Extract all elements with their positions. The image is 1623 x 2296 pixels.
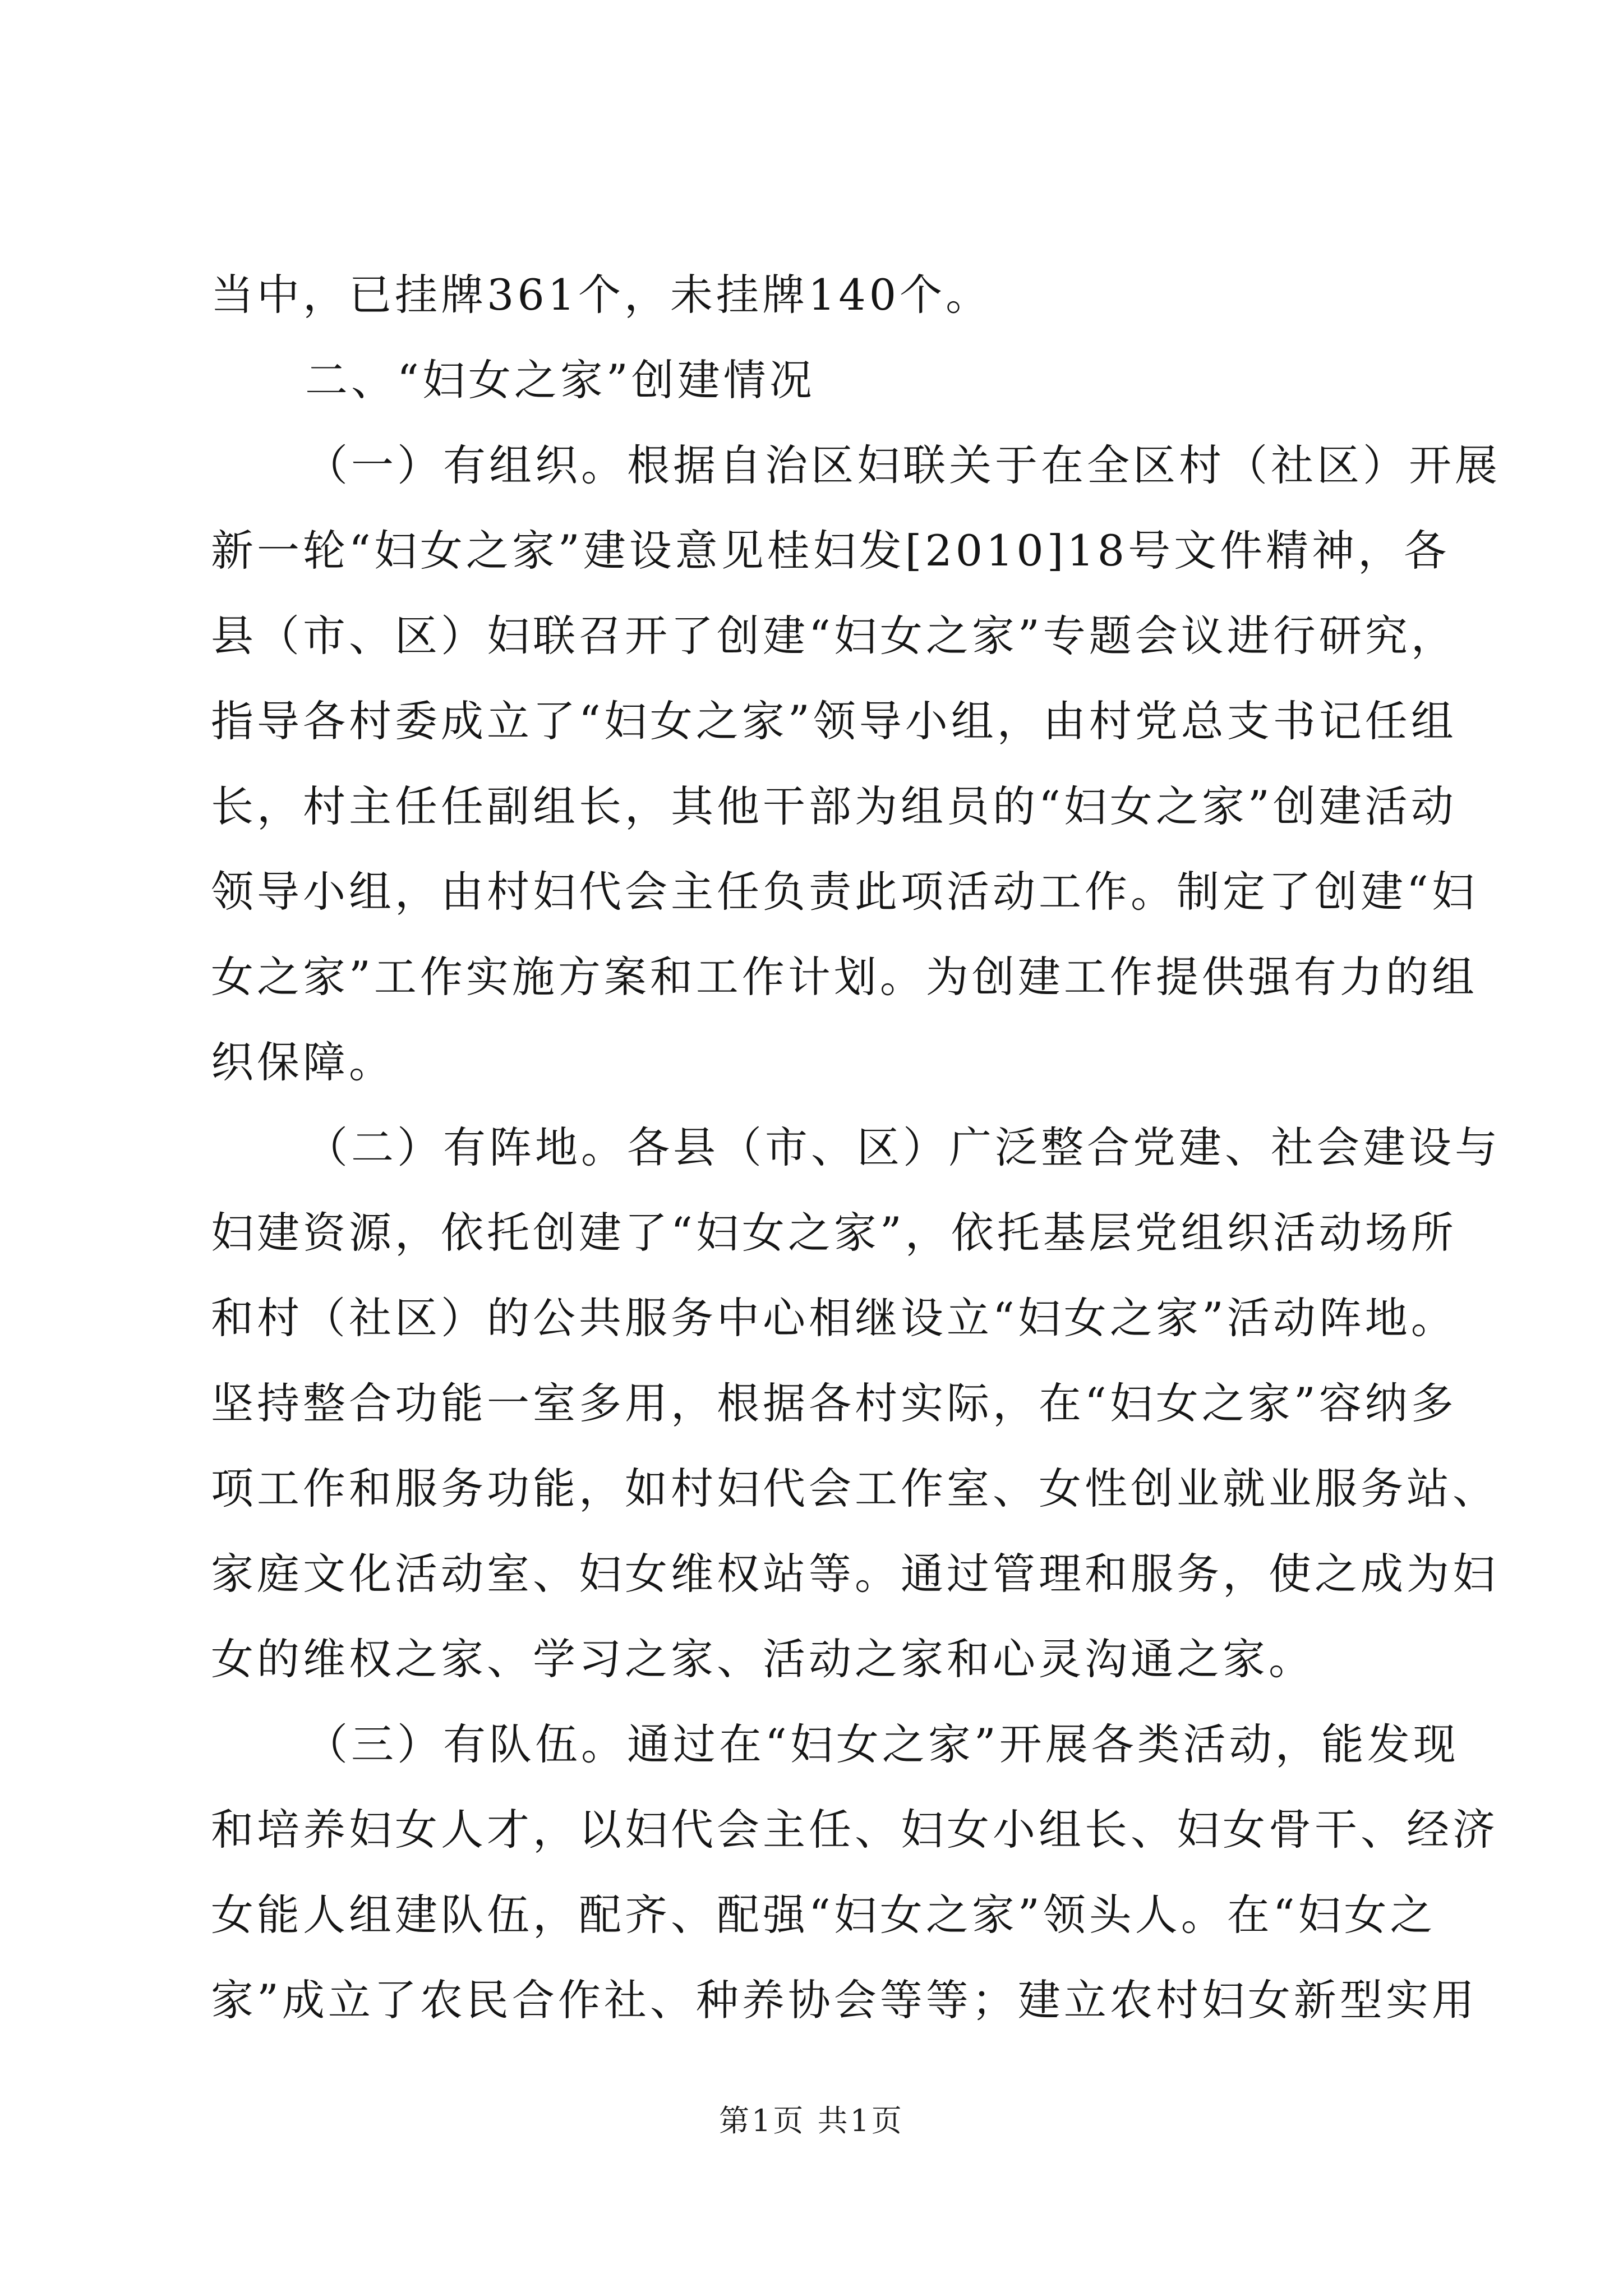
paragraph-line: 和村（社区）的公共服务中心相继设立“妇女之家”活动阵地。 bbox=[211, 1293, 1457, 1343]
paragraph-line: 女能人组建队伍，配齐、配强“妇女之家”领头人。在“妇女之 bbox=[211, 1890, 1436, 1940]
paragraph-line: 县（市、区）妇联召开了创建“妇女之家”专题会议进行研究， bbox=[211, 611, 1457, 661]
paragraph-organization bbox=[211, 423, 1501, 1105]
paragraph-line: （三）有队伍。通过在“妇女之家”开展各类活动，能发现 bbox=[305, 1719, 1459, 1769]
paragraph-line: 指导各村委成立了“妇女之家”领导小组，由村党总支书记任组 bbox=[211, 696, 1457, 746]
paragraph-line: （一）有组织。根据自治区妇联关于在全区村（社区）开展 bbox=[305, 440, 1501, 490]
paragraph-line: 妇建资源，依托创建了“妇女之家”，依托基层党组织活动场所 bbox=[211, 1208, 1457, 1258]
paragraph-line: 长，村主任任副组长，其他干部为组员的“妇女之家”创建活动 bbox=[211, 781, 1457, 831]
paragraph-line: 项工作和服务功能，如村妇代会工作室、女性创业就业服务站、 bbox=[211, 1464, 1498, 1513]
paragraph-line: 家庭文化活动室、妇女维权站等。通过管理和服务，使之成为妇 bbox=[211, 1549, 1498, 1599]
intro-line: 当中，已挂牌361个，未挂牌140个。 bbox=[211, 270, 992, 320]
paragraph-line: 女之家”工作实施方案和工作计划。为创建工作提供强有力的组 bbox=[211, 952, 1478, 1002]
paragraph-venue bbox=[211, 1105, 1501, 1702]
page-footer: 第1页 共1页 bbox=[719, 2103, 904, 2138]
paragraph-line: 和培养妇女人才，以妇代会主任、妇女小组长、妇女骨干、经济 bbox=[211, 1805, 1498, 1855]
paragraph-line: 领导小组，由村妇代会主任负责此项活动工作。制定了创建“妇 bbox=[211, 867, 1478, 917]
paragraph-line: 家”成立了农民合作社、种养协会等等；建立农村妇女新型实用 bbox=[211, 1975, 1478, 2025]
paragraph-line: 新一轮“妇女之家”建设意见桂妇发[2010]18号文件精神，各 bbox=[211, 526, 1450, 576]
paragraph-team bbox=[211, 1702, 1498, 2043]
paragraph-line: （二）有阵地。各县（市、区）广泛整合党建、社会建设与 bbox=[305, 1122, 1501, 1172]
paragraph-line: 坚持整合功能一室多用，根据各村实际，在“妇女之家”容纳多 bbox=[211, 1378, 1457, 1428]
document-body bbox=[211, 252, 1501, 2043]
paragraph-line: 织保障。 bbox=[211, 1037, 395, 1087]
section-heading: 二、“妇女之家”创建情况 bbox=[305, 355, 815, 405]
paragraph-line: 女的维权之家、学习之家、活动之家和心灵沟通之家。 bbox=[211, 1634, 1315, 1684]
